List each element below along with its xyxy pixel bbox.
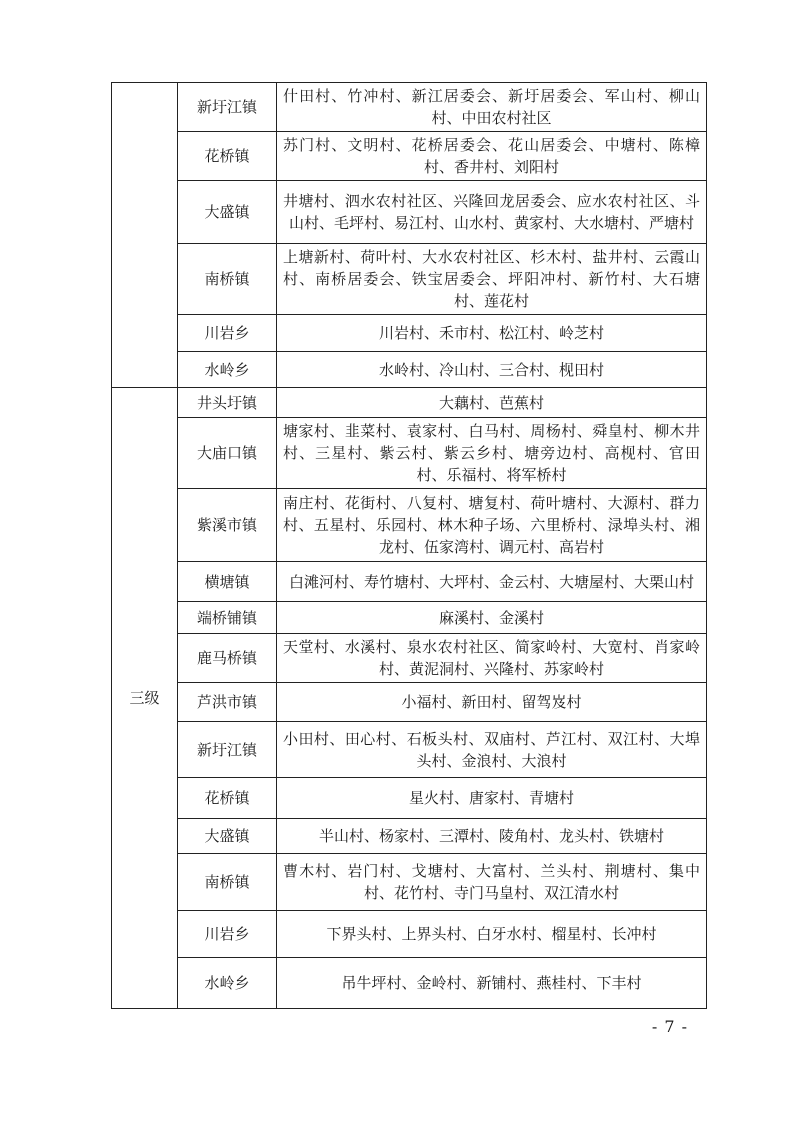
town-name: 横塘镇	[178, 562, 277, 602]
table-row	[112, 181, 707, 244]
village-list: 星火村、唐家村、青塘村	[277, 778, 707, 819]
table-row	[112, 958, 707, 1009]
village-list: 水岭村、冷山村、三合村、枧田村	[277, 352, 707, 388]
village-list: 吊牛坪村、金岭村、新铺村、燕桂村、下丰村	[277, 958, 707, 1009]
town-name: 鹿马桥镇	[178, 634, 277, 683]
village-list: 小田村、田心村、石板头村、双庙村、芦江村、双江村、大埠头村、金浪村、大浪村	[277, 722, 707, 778]
level-cell-three: 三级	[112, 388, 178, 1009]
village-list: 天堂村、水溪村、泉水农村社区、简家岭村、大宽村、肖家岭村、黄泥洞村、兴隆村、苏家岭村	[277, 634, 707, 683]
town-name: 井头圩镇	[178, 388, 277, 418]
table-row	[112, 489, 707, 562]
town-name: 花桥镇	[178, 132, 277, 181]
table-row	[112, 911, 707, 958]
table-row	[112, 778, 707, 819]
table-row	[112, 683, 707, 722]
table-row	[112, 352, 707, 388]
village-list: 大藕村、芭蕉村	[277, 388, 707, 418]
village-list: 南庄村、花街村、八复村、塘复村、荷叶塘村、大源村、群力村、五星村、乐园村、林木种子场、六里桥村、渌埠头村、湘龙村、伍家湾村、调元村、高岩村	[277, 489, 707, 562]
town-name: 水岭乡	[178, 352, 277, 388]
table-row	[112, 819, 707, 854]
town-name: 川岩乡	[178, 911, 277, 958]
table-row	[112, 388, 707, 418]
villages-table	[111, 82, 707, 1009]
town-name: 芦洪市镇	[178, 683, 277, 722]
village-list: 曹木村、岩门村、戈塘村、大富村、兰头村、荆塘村、集中村、花竹村、寺门马皇村、双江清水村	[277, 854, 707, 911]
table-row	[112, 602, 707, 634]
table-row	[112, 83, 707, 132]
town-name: 大庙口镇	[178, 418, 277, 489]
town-name: 端桥铺镇	[178, 602, 277, 634]
table-row	[112, 562, 707, 602]
town-name: 水岭乡	[178, 958, 277, 1009]
table-row	[112, 722, 707, 778]
town-name: 南桥镇	[178, 854, 277, 911]
village-list: 苏门村、文明村、花桥居委会、花山居委会、中塘村、陈樟村、香井村、刘阳村	[277, 132, 707, 181]
town-name: 川岩乡	[178, 315, 277, 352]
table-row	[112, 634, 707, 683]
town-name: 南桥镇	[178, 244, 277, 315]
table-row	[112, 315, 707, 352]
table-row	[112, 418, 707, 489]
page-number: - 7 -	[651, 1017, 689, 1036]
village-list: 井塘村、泗水农村社区、兴隆回龙居委会、应水农村社区、斗山村、毛坪村、易江村、山水村、黄家村、大水塘村、严塘村	[277, 181, 707, 244]
village-list: 什田村、竹冲村、新江居委会、新圩居委会、军山村、柳山村、中田农村社区	[277, 83, 707, 132]
table-row	[112, 132, 707, 181]
village-list: 白滩河村、寿竹塘村、大坪村、金云村、大塘屋村、大栗山村	[277, 562, 707, 602]
town-name: 新圩江镇	[178, 83, 277, 132]
town-name: 大盛镇	[178, 819, 277, 854]
table-row	[112, 244, 707, 315]
village-list: 塘家村、韭菜村、袁家村、白马村、周杨村、舜皇村、柳木井村、三星村、紫云村、紫云乡村、塘旁边村、高枧村、官田村、乐福村、将军桥村	[277, 418, 707, 489]
table-body	[112, 83, 707, 1009]
table-row	[112, 854, 707, 911]
town-name: 花桥镇	[178, 778, 277, 819]
village-list: 川岩村、禾市村、松江村、岭芝村	[277, 315, 707, 352]
town-name: 大盛镇	[178, 181, 277, 244]
level-cell-upper	[112, 83, 178, 388]
village-list: 半山村、杨家村、三潭村、陵角村、龙头村、铁塘村	[277, 819, 707, 854]
village-list: 上塘新村、荷叶村、大水农村社区、杉木村、盐井村、云霞山村、南桥居委会、铁宝居委会、坪阳冲村、新竹村、大石塘村、莲花村	[277, 244, 707, 315]
village-list: 下界头村、上界头村、白牙水村、榴星村、长冲村	[277, 911, 707, 958]
town-name: 紫溪市镇	[178, 489, 277, 562]
town-name: 新圩江镇	[178, 722, 277, 778]
village-list: 小福村、新田村、留驾岌村	[277, 683, 707, 722]
village-list: 麻溪村、金溪村	[277, 602, 707, 634]
